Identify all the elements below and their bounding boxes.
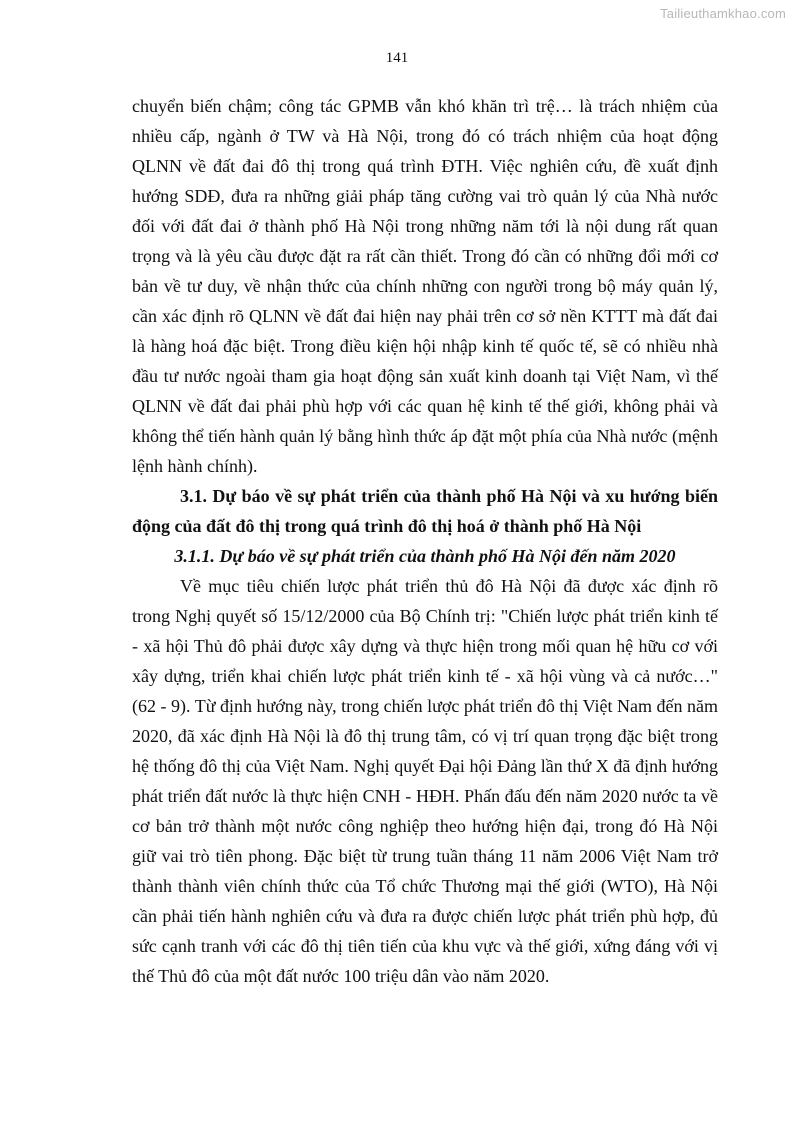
subsection-heading: 3.1.1. Dự báo về sự phát triển của thành phố Hà Nội đến năm 2020 [174,546,676,566]
page-number: 141 [385,50,409,66]
section-heading: 3.1. Dự báo về sự phát triển của thành phố Hà Nội và xu hướng biến động của đất đô thị trong quá trình đô thị hoá ở thành phố Hà Nội [132,486,718,536]
document-body [132,91,718,991]
paragraph-body: Về mục tiêu chiến lược phát triển thủ đô Hà Nội đã được xác định rõ trong Nghị quyết số 15/12/2000 của Bộ Chính trị: "Chiến lược phát triển kinh tế - xã hội Thủ đô phải được xây dựng và thực hiện trong mối quan hệ hữu cơ với xây dựng, triển khai chiến lược phát triển kinh tế - xã hội vùng và cả nước…" (62 - 9). Từ định hướng này, trong chiến lược phát triển đô thị Việt Nam đến năm 2020, đã xác định Hà Nội là đô thị trung tâm, có vị trí quan trọng đặc biệt trong hệ thống đô thị của Việt Nam. Nghị quyết Đại hội Đảng lần thứ X đã định hướng phát triển đất nước là thực hiện CNH - HĐH. Phấn đấu đến năm 2020 nước ta về cơ bản trở thành một nước công nghiệp theo hướng hiện đại, trong đó Hà Nội giữ vai trò tiên phong. Đặc biệt từ trung tuần tháng 11 năm 2006 Việt Nam trở thành thành viên chính thức của Tổ chức Thương mại thế giới (WTO), Hà Nội cần phải tiến hành nghiên cứu và đưa ra được chiến lược phát triển phù hợp, đủ sức cạnh tranh với các đô thị tiên tiến của khu vực và thế giới, xứng đáng với vị thế Thủ đô của một đất nước 100 triệu dân vào năm 2020. [132,576,718,986]
paragraph-continuation: chuyển biến chậm; công tác GPMB vẫn khó khăn trì trệ… là trách nhiệm của nhiều cấp, ngành ở TW và Hà Nội, trong đó có trách nhiệm của hoạt động QLNN về đất đai đô thị trong quá trình ĐTH. Việc nghiên cứu, đề xuất định hướng SDĐ, đưa ra những giải pháp tăng cường vai trò quản lý của Nhà nước đối với đất đai ở thành phố Hà Nội trong những năm tới là nội dung rất quan trọng và là yêu cầu được đặt ra rất cần thiết. Trong đó cần có những đổi mới cơ bản về tư duy, về nhận thức của chính những con người trong bộ máy quản lý, cần xác định rõ QLNN về đất đai hiện nay phải trên cơ sở nền KTTT mà đất đai là hàng hoá đặc biệt. Trong điều kiện hội nhập kinh tế quốc tế, sẽ có nhiều nhà đầu tư nước ngoài tham gia hoạt động sản xuất kinh doanh tại Việt Nam, vì thế QLNN về đất đai phải phù hợp với các quan hệ kinh tế thế giới, không phải và không thể tiến hành quản lý bằng hình thức áp đặt một phía của Nhà nước (mệnh lệnh hành chính). [132,96,718,476]
watermark: Tailieuthamkhao.com [660,6,786,21]
